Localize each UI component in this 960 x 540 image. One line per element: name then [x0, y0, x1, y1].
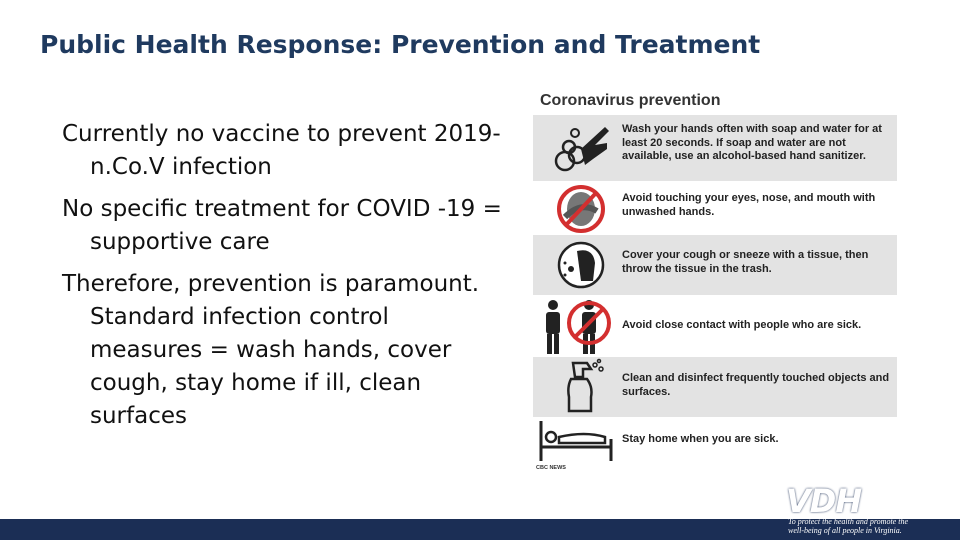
logo-name-line: DEPARTMENT — [880, 493, 932, 503]
bullet-item: Therefore, prevention is paramount. Standard infection control measures = wash hands, cover cough, stay home if ill, clean surfaces — [62, 271, 480, 429]
logo-mark: VDH — [786, 482, 862, 520]
prevention-text: Avoid close contact with people who are sick. — [622, 319, 862, 331]
prevention-infographic — [533, 90, 897, 470]
prevention-row — [533, 115, 897, 181]
logo-tagline-line: well-being of all people in Virginia. — [788, 525, 902, 535]
prevention-text: Cover your cough or sneeze with a tissue, then throw the tissue in the trash. — [622, 249, 869, 275]
no-face-touching-icon — [535, 181, 615, 235]
bullet-item: Currently no vaccine to prevent 2019-n.Co.V infection — [62, 121, 501, 180]
cough-icon — [535, 235, 615, 295]
prevention-text: Clean and disinfect frequently touched objects and surfaces. — [622, 372, 890, 398]
image-credit: CBC NEWS — [536, 465, 566, 471]
prevention-row — [533, 417, 897, 463]
prevention-row — [533, 295, 897, 357]
logo-name-line: VIRGINIA — [880, 485, 914, 494]
prevention-text: Stay home when you are sick. — [622, 433, 779, 445]
bullet-item: No specific treatment for COVID -19 = supportive care — [62, 196, 502, 255]
hand-washing-icon — [535, 115, 615, 181]
prevention-text: Wash your hands often with soap and water for at least 20 seconds. If soap and water are not available, use an alcohol-based hand sanitizer. — [622, 123, 882, 162]
spray-bottle-icon — [535, 357, 615, 417]
logo-name — [880, 486, 932, 512]
logo-tagline-line: To protect the health and promote the — [788, 517, 908, 526]
infographic-title: Coronavirus prevention — [540, 92, 721, 109]
vdh-logo — [778, 482, 960, 540]
no-close-contact-icon — [535, 295, 615, 357]
prevention-text: Avoid touching your eyes, nose, and mouth with unwashed hands. — [622, 192, 876, 218]
bed-icon — [535, 417, 615, 463]
prevention-row — [533, 181, 897, 235]
logo-tagline — [788, 518, 908, 535]
logo-name-line: OF HEALTH — [880, 502, 923, 511]
prevention-row — [533, 235, 897, 295]
prevention-row — [533, 357, 897, 417]
slide-title: Public Health Response: Prevention and Treatment — [40, 30, 761, 59]
bullet-list — [62, 118, 502, 442]
